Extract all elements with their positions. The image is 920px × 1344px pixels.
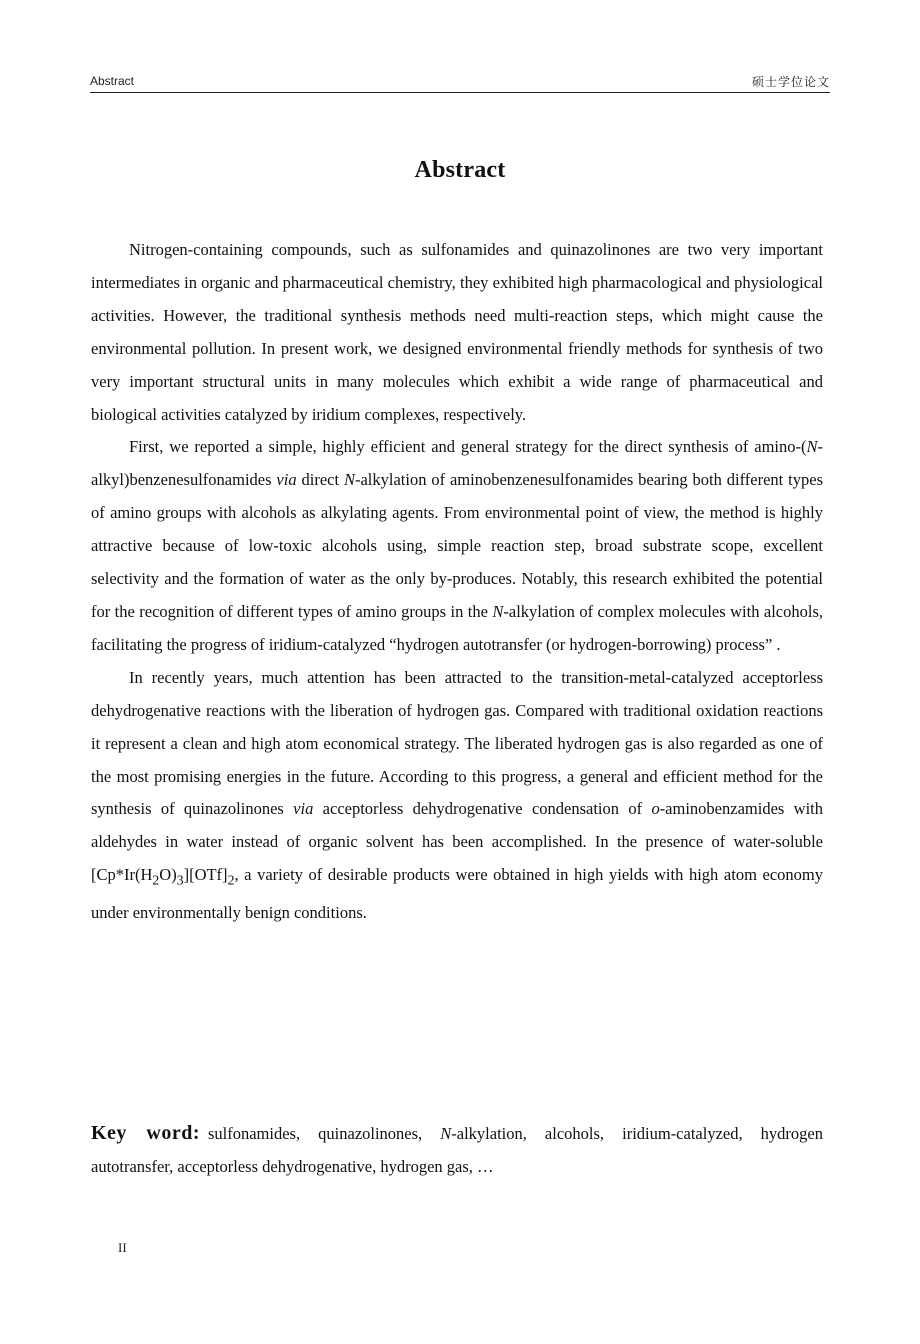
keywords-label: Key word: bbox=[91, 1122, 200, 1144]
running-header bbox=[90, 70, 830, 93]
header-section-name: Abstract bbox=[90, 74, 135, 88]
italic-term: o bbox=[651, 799, 660, 819]
header-thesis-type: 硕士学位论文 bbox=[751, 75, 830, 89]
text-run: -alkylation of complex molecules with alcohols, facilitating the progress of iridium-catalyzed “hydrogen autotransfer (or hydrogen-borrowing) process” . bbox=[91, 601, 823, 654]
italic-term: N bbox=[440, 1124, 452, 1143]
text-run: acceptorless dehydrogenative condensation of bbox=[313, 799, 652, 819]
keywords-block bbox=[91, 1117, 823, 1183]
abstract-paragraph bbox=[91, 662, 823, 931]
text-run: First, we reported a simple, highly efficient and general strategy for the direct synthesis of amino-( bbox=[129, 437, 807, 457]
subscript: 3 bbox=[176, 872, 184, 888]
page-title: Abstract bbox=[414, 157, 506, 183]
italic-term: via bbox=[276, 470, 297, 490]
text-run: -aminobenzamides with aldehydes in water instead of organic solvent has been accomplished. In the presence of water-soluble [Cp*Ir(H bbox=[91, 799, 823, 885]
page-number: II bbox=[118, 1240, 127, 1255]
subscript: 2 bbox=[152, 872, 160, 888]
italic-term: via bbox=[293, 799, 314, 819]
subscript: 2 bbox=[227, 872, 235, 888]
text-run: O) bbox=[159, 865, 177, 885]
italic-term: N bbox=[806, 437, 818, 457]
text-run: ][OTf] bbox=[183, 865, 228, 885]
text-run: sulfonamides, quinazolinones, bbox=[207, 1124, 441, 1143]
abstract-paragraph bbox=[91, 234, 823, 431]
text-run: direct bbox=[296, 470, 344, 490]
italic-term: N bbox=[343, 470, 355, 490]
keywords-list bbox=[91, 1124, 823, 1176]
text-run: In recently years, much attention has been attracted to the transition-metal-catalyzed acceptorless dehydrogenative reactions with the liberation of hydrogen gas. Compared with traditional oxidation reactions it represent a clean and high atom economical strategy. The liberated hydrogen gas is also regarded as one of the most promising energies in the future. According to this progress, a general and efficient method for the synthesis of quinazolinones bbox=[91, 667, 823, 819]
abstract-body bbox=[91, 234, 823, 930]
text-run: -alkyl)benzenesulfonamides bbox=[91, 437, 823, 490]
italic-term: N bbox=[492, 601, 504, 621]
text-run: -alkylation, alcohols, iridium-catalyzed, hydrogen autotransfer, acceptorless dehydrogenative, hydrogen gas, … bbox=[91, 1124, 823, 1176]
text-run: -alkylation of aminobenzenesulfonamides bearing both different types of amino groups with alcohols as alkylating agents. From environmental point of view, the method is highly attractive because of low-toxic alcohols using, simple reaction step, broad substrate scope, excellent selectivity and the formation of water as the only by-produces. Notably, this research exhibited the potential for the recognition of different types of amino groups in the bbox=[91, 470, 823, 621]
text-run: Nitrogen-containing compounds, such as sulfonamides and quinazolinones are two very important intermediates in organic and pharmaceutical chemistry, they exhibited high pharmacological and physiological activities. However, the traditional synthesis methods need multi-reaction steps, which might cause the environmental pollution. In present work, we designed environmental friendly methods for synthesis of two very important structural units in many molecules which exhibit a wide range of pharmaceutical and biological activities catalyzed by iridium complexes, respectively. bbox=[91, 240, 823, 424]
text-run: , a variety of desirable products were obtained in high yields with high atom economy under environmentally benign conditions. bbox=[91, 865, 823, 923]
abstract-paragraph bbox=[91, 431, 823, 661]
